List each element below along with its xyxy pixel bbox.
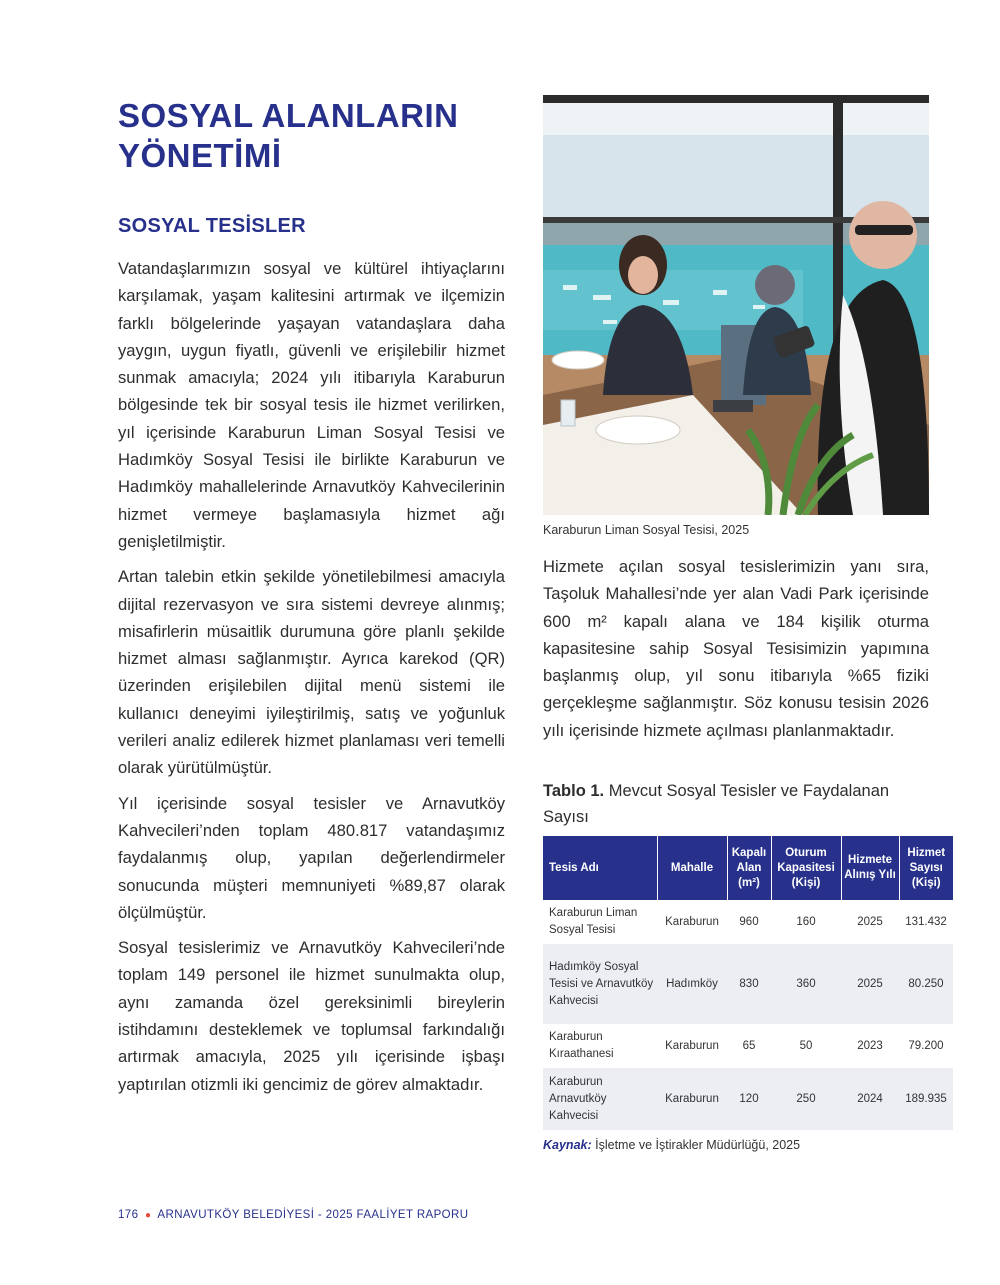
body-paragraph-1: Vatandaşlarımızın sosyal ve kültürel ihtiyaçlarını karşılamak, yaşam kalitesini artırmak ve ilçemizin farklı bölgelerinde yaşayan vatandaşlara daha yaygın, uygun fiyatlı, güvenli ve erişilebilir hizmet sunmak amacıyla; 2024 yılı itibarıyla Karaburun bölgesinde tek bir sosyal tesis ile hizmet verilirken, yıl içerisinde Karaburun Liman Sosyal Tesisi ve Hadımköy Sosyal Tesisi ile birlikte Karaburun ve Hadımköy mahallelerinde Arnavutköy Kahvecilerinin hizmet vermeye başlamasıyla hizmet ağı genişletilmiştir. xyxy=(118,259,505,551)
cell-area: 65 xyxy=(727,1024,771,1068)
page-number: 176 xyxy=(118,1209,139,1221)
footer-separator: - xyxy=(317,1209,323,1221)
facilities-table xyxy=(543,836,953,1130)
cell-area: 830 xyxy=(727,944,771,1024)
cell-service-count: 189.935 xyxy=(899,1068,953,1130)
table-row xyxy=(543,944,953,1024)
facility-photo-illustration xyxy=(543,95,929,515)
cell-year: 2024 xyxy=(841,1068,899,1130)
table-row xyxy=(543,900,953,944)
col-header-capacity: Oturum Kapasitesi (Kişi) xyxy=(771,836,841,900)
col-header-facility: Tesis Adı xyxy=(543,836,657,900)
facility-photo xyxy=(543,95,929,515)
cell-capacity: 360 xyxy=(771,944,841,1024)
cell-year: 2023 xyxy=(841,1024,899,1068)
cell-year: 2025 xyxy=(841,900,899,944)
cell-facility: Karaburun Arnavutköy Kahvecisi xyxy=(543,1068,657,1130)
table-source xyxy=(543,1138,800,1152)
table-caption: Mevcut Sosyal Tesisler ve Faydalanan Sayısı xyxy=(543,782,890,826)
col-header-year: Hizmete Alınış Yılı xyxy=(841,836,899,900)
cell-facility: Karaburun Kıraathanesi xyxy=(543,1024,657,1068)
table-row xyxy=(543,1024,953,1068)
cell-neighborhood: Karaburun xyxy=(657,1068,727,1130)
cell-area: 960 xyxy=(727,900,771,944)
photo-caption: Karaburun Liman Sosyal Tesisi, 2025 xyxy=(543,523,750,537)
col-header-service-count: Hizmet Sayısı (Kişi) xyxy=(899,836,953,900)
section-subtitle: SOSYAL TESİSLER xyxy=(118,215,306,237)
table-header-row xyxy=(543,836,953,900)
source-label: Kaynak: xyxy=(543,1138,592,1152)
body-paragraph-2: Artan talebin etkin şekilde yönetilebilmesi amacıyla dijital rezervasyon ve sıra sistemi devreye alınmış; misafirlerin müsaitlik durumuna göre planlı şekilde hizmet alması sağlanmıştır. Ayrıca karekod (QR) üzerinden erişilebilen dijital menü sistemi ile kullanıcı deneyimi iyileştirilmiş, satış ve yoğunluk verileri analiz edilerek hizmet planlaması veri temelli olarak yürütülmüştür. xyxy=(118,567,505,778)
cell-facility: Karaburun Liman Sosyal Tesisi xyxy=(543,900,657,944)
cell-service-count: 79.200 xyxy=(899,1024,953,1068)
cell-capacity: 160 xyxy=(771,900,841,944)
cell-capacity: 50 xyxy=(771,1024,841,1068)
cell-facility: Hadımköy Sosyal Tesisi ve Arnavutköy Kahvecisi xyxy=(543,944,657,1024)
footer-org: ARNAVUTKÖY BELEDİYESİ xyxy=(157,1209,315,1221)
cell-year: 2025 xyxy=(841,944,899,1024)
source-text: İşletme ve İştirakler Müdürlüğü, 2025 xyxy=(595,1138,801,1152)
cell-neighborhood: Karaburun xyxy=(657,1024,727,1068)
table-label: Tablo 1. xyxy=(543,782,605,800)
cell-neighborhood: Karaburun xyxy=(657,900,727,944)
page-title: SOSYAL ALANLARIN YÖNETİMİ xyxy=(118,97,459,174)
col-header-area: Kapalı Alan (m²) xyxy=(727,836,771,900)
cell-service-count: 131.432 xyxy=(899,900,953,944)
col-header-neighborhood: Mahalle xyxy=(657,836,727,900)
body-paragraph-3: Yıl içerisinde sosyal tesisler ve Arnavutköy Kahvecileri’nden toplam 480.817 vatandaşımız faydalanmış olup, yapılan değerlendirmeler sonucunda müşteri memnuniyeti %89,87 olarak ölçülmüştür. xyxy=(118,793,505,922)
left-column xyxy=(118,255,505,1106)
footer-report: 2025 FAALİYET RAPORU xyxy=(325,1209,469,1221)
table-row xyxy=(543,1068,953,1130)
cell-neighborhood: Hadımköy xyxy=(657,944,727,1024)
page-footer xyxy=(118,1209,468,1221)
table-title xyxy=(543,778,933,830)
cell-capacity: 250 xyxy=(771,1068,841,1130)
bullet-dot-icon: ● xyxy=(145,1210,152,1221)
cell-area: 120 xyxy=(727,1068,771,1130)
cell-service-count: 80.250 xyxy=(899,944,953,1024)
right-column-paragraph: Hizmete açılan sosyal tesislerimizin yanı sıra, Taşoluk Mahallesi’nde yer alan Vadi Park içerisinde 600 m² kapalı alana ve 184 kişilik oturma kapasitesine sahip Sosyal Tesisimizin yapımına başlanmış olup, yıl sonu itibarıyla %65 fiziki gerçekleşme sağlanmıştır. Söz konusu tesisin 2026 yılı içerisinde hizmete açılması planlanmaktadır. xyxy=(543,557,929,740)
body-paragraph-4: Sosyal tesislerimiz ve Arnavutköy Kahvecileri’nde toplam 149 personel ile hizmet sunulmakta olup, aynı zamanda özel gereksinimli bireylerin istihdamını desteklemek ve toplumsal farkındalığı artırmak amacıyla, 2025 yılı içerisinde işbaşı yaptırılan otizmli iki gencimiz de görev almaktadır. xyxy=(118,938,505,1094)
